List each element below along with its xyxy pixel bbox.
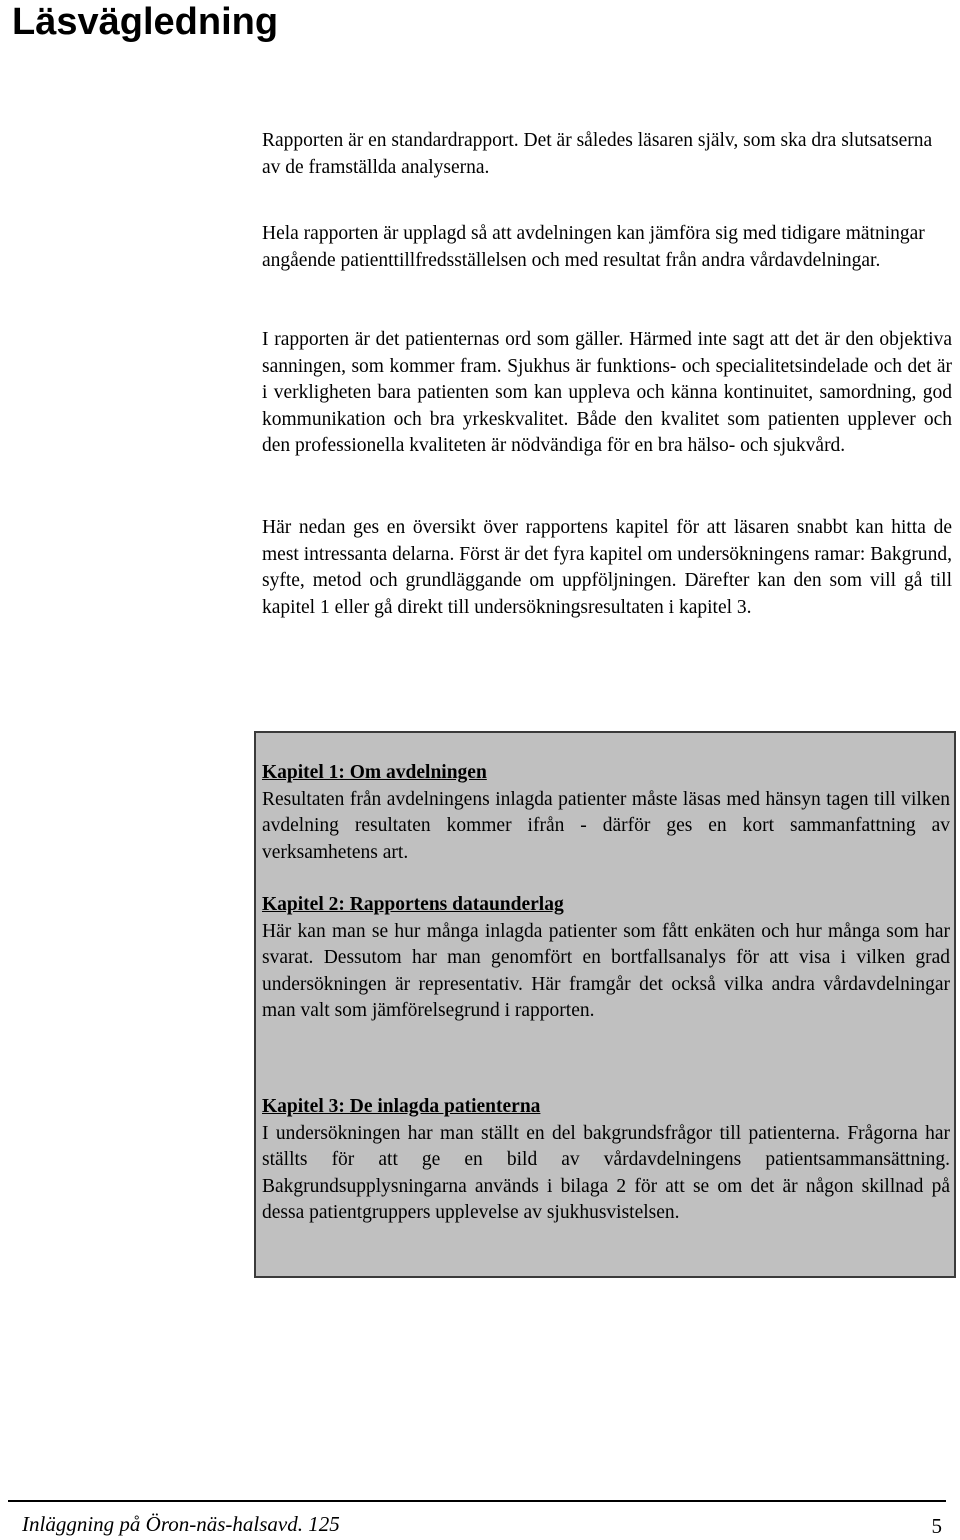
intro-paragraph-4: Här nedan ges en översikt över rapportens kapitel för att läsaren snabbt kan hitta de mest intressanta delarna. Först är det fyra kapitel om undersökningens ramar: Bakgrund, syfte, metod och grundläggande om uppföljningen. Därefter kan den som vill gå till kapitel 1 eller gå direkt till undersökningsresultaten i kapitel 3.	[262, 517, 952, 618]
chapter-2-text: Här kan man se hur många inlagda patienter som fått enkäten och hur många som har svarat. Dessutom har man genomfört en bortfallsanalys för att visa i vilken grad undersökningen är representativ. Här framgår det också vilka andra vårdavdelningar man valt som jämförelsegrund i rapporten.	[262, 920, 950, 1021]
chapter-3-heading: Kapitel 3: De inlagda patienterna	[262, 1096, 541, 1117]
intro-paragraph-2: Hela rapporten är upplagd så att avdelningen kan jämföra sig med tidigare mätningar angående patienttillfredsställelsen och med resultat från andra vårdavdelningar.	[262, 223, 925, 271]
footer-divider	[8, 1500, 946, 1502]
chapter-overview-box	[254, 731, 956, 1278]
footer-document-title: Inläggning på Öron-näs-halsavd. 125	[22, 1512, 340, 1536]
chapter-2-heading: Kapitel 2: Rapportens dataunderlag	[262, 894, 564, 915]
chapter-1-text: Resultaten från avdelningens inlagda patienter måste läsas med hänsyn tagen till vilken avdelning resultaten kommer ifrån - därför ges en kort sammanfattning av verksamhetens art.	[262, 788, 950, 863]
intro-paragraph-1: Rapporten är en standardrapport. Det är således läsaren själv, som ska dra slutsatserna av de framställda analyserna.	[262, 130, 933, 178]
page-title: Läsvägledning	[12, 1, 279, 43]
page-number: 5	[931, 1514, 942, 1538]
chapter-2-section	[262, 892, 950, 1025]
chapter-1-section	[262, 760, 950, 866]
chapter-3-section	[262, 1094, 950, 1227]
chapter-3-text: I undersökningen har man ställt en del bakgrundsfrågor till patienterna. Frågorna har ställts för att ge en bild av vårdavdelningens patientsammansättning. Bakgrundsupplysningarna används i bilaga 2 för att se om det är någon skillnad på dessa patientgruppers upplevelse av sjukhusvistelsen.	[262, 1122, 950, 1223]
chapter-1-heading: Kapitel 1: Om avdelningen	[262, 762, 487, 783]
intro-paragraph-3: I rapporten är det patienternas ord som gäller. Härmed inte sagt att det är den objektiva sanningen, som kommer fram. Sjukhus är funktions- och specialitetsindelade och det är i verkligheten bara patienten som kan uppleva och känna kontinuitet, samordning, god kommunikation och bra yrkeskvalitet. Både den kvalitet som patienten upplever och den professionella kvaliteten är nödvändiga för en bra hälso- och sjukvård.	[262, 329, 952, 456]
